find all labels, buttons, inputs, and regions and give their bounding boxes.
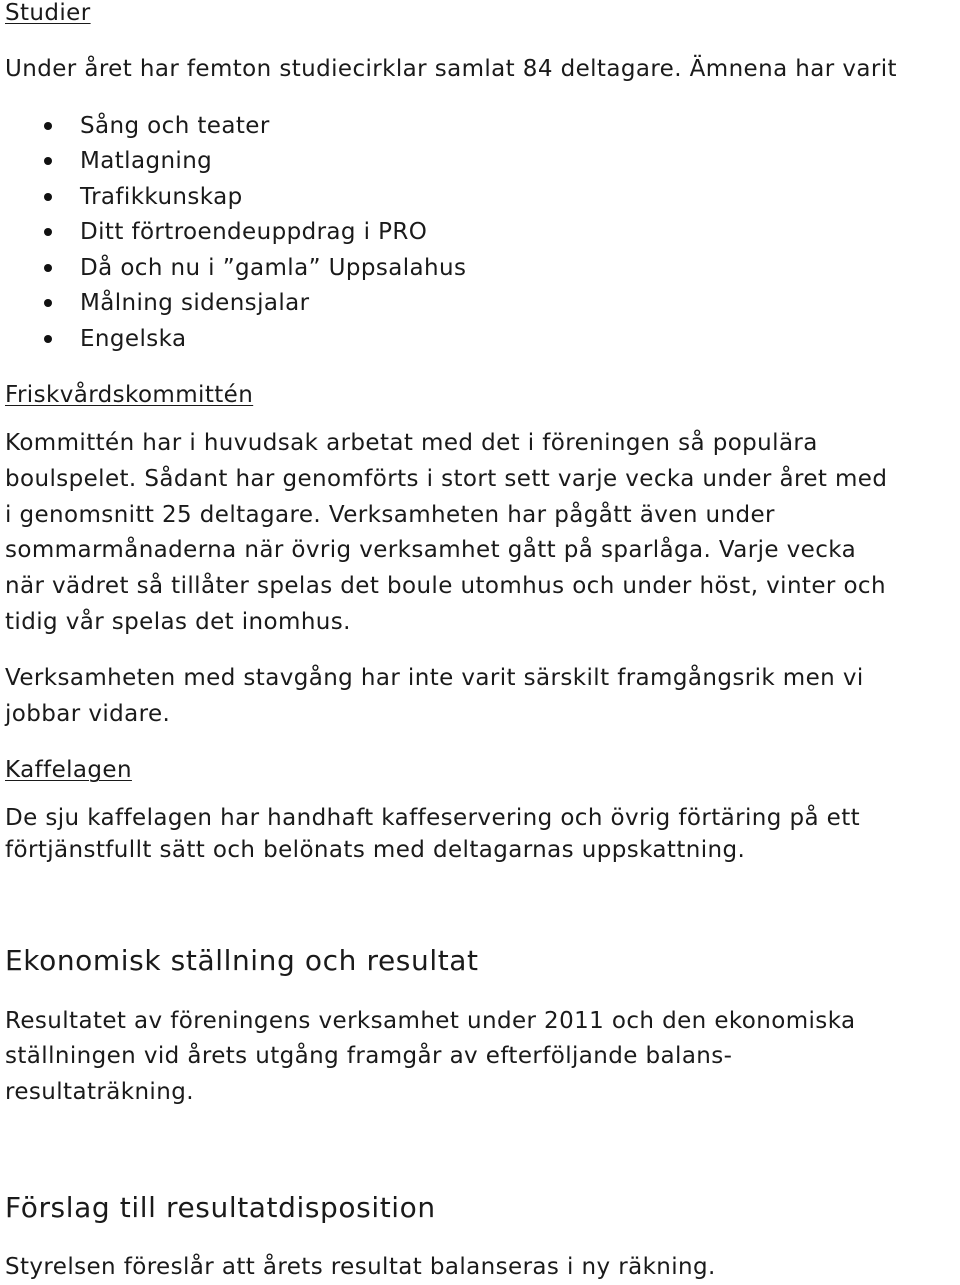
ekonomi-paragraph-line: Resultatet av föreningens verksamhet under 2011 och den ekonomiska (5, 1008, 856, 1034)
list-item (80, 148, 212, 174)
section-heading-friskvard: Friskvårdskommittén (5, 382, 254, 408)
list-item (80, 219, 427, 245)
bullet-icon (44, 193, 52, 201)
section-heading-kaffelagen: Kaffelagen (5, 757, 132, 783)
friskvard-paragraph-line: sommarmånaderna när övrig verksamhet gått på sparlåga. Varje vecka (5, 537, 857, 563)
friskvard-paragraph2-line: jobbar vidare. (5, 701, 171, 727)
list-item-label: Engelska (80, 326, 187, 352)
forslag-paragraph: Styrelsen föreslår att årets resultat balanseras i ny räkning. (5, 1254, 716, 1280)
ekonomi-paragraph-line: resultaträkning. (5, 1079, 194, 1105)
studier-intro: Under året har femton studiecirklar samlat 84 deltagare. Ämnena har varit (5, 56, 897, 82)
list-item-label: Målning sidensjalar (80, 290, 310, 316)
bullet-icon (44, 122, 52, 130)
bullet-icon (44, 264, 52, 272)
section-heading-ekonomi: Ekonomisk ställning och resultat (5, 944, 479, 977)
ekonomi-paragraph-line: ställningen vid årets utgång framgår av efterföljande balans- (5, 1043, 733, 1069)
friskvard-paragraph-line: Kommittén har i huvudsak arbetat med det i föreningen så populära (5, 430, 818, 456)
friskvard-paragraph-line: tidig vår spelas det inomhus. (5, 609, 351, 635)
friskvard-paragraph-line: när vädret så tillåter spelas det boule utomhus och under höst, vinter och (5, 573, 886, 599)
bullet-icon (44, 228, 52, 236)
list-item-label: Trafikkunskap (80, 184, 243, 210)
friskvard-paragraph2-line: Verksamheten med stavgång har inte varit särskilt framgångsrik men vi (5, 665, 864, 691)
list-item (80, 113, 270, 139)
list-item (80, 290, 310, 316)
list-item-label: Sång och teater (80, 113, 270, 139)
section-heading-studier: Studier (5, 0, 91, 26)
section-heading-forslag: Förslag till resultatdisposition (5, 1191, 436, 1224)
list-item (80, 326, 186, 352)
friskvard-paragraph-line: i genomsnitt 25 deltagare. Verksamheten har pågått även under (5, 502, 775, 528)
list-item-label: Då och nu i ”gamla” Uppsalahus (80, 255, 467, 281)
list-item (80, 184, 243, 210)
bullet-icon (44, 299, 52, 307)
kaffelagen-paragraph-line: De sju kaffelagen har handhaft kaffeservering och övrig förtäring på ett (5, 805, 861, 831)
list-item-label: Ditt förtroendeuppdrag i PRO (80, 219, 428, 245)
kaffelagen-paragraph-line: förtjänstfullt sätt och belönats med deltagarnas uppskattning. (5, 837, 746, 863)
list-item (80, 255, 466, 281)
list-item-label: Matlagning (80, 148, 213, 174)
bullet-icon (44, 157, 52, 165)
bullet-icon (44, 335, 52, 343)
friskvard-paragraph-line: boulspelet. Sådant har genomförts i stort sett varje vecka under året med (5, 466, 888, 492)
